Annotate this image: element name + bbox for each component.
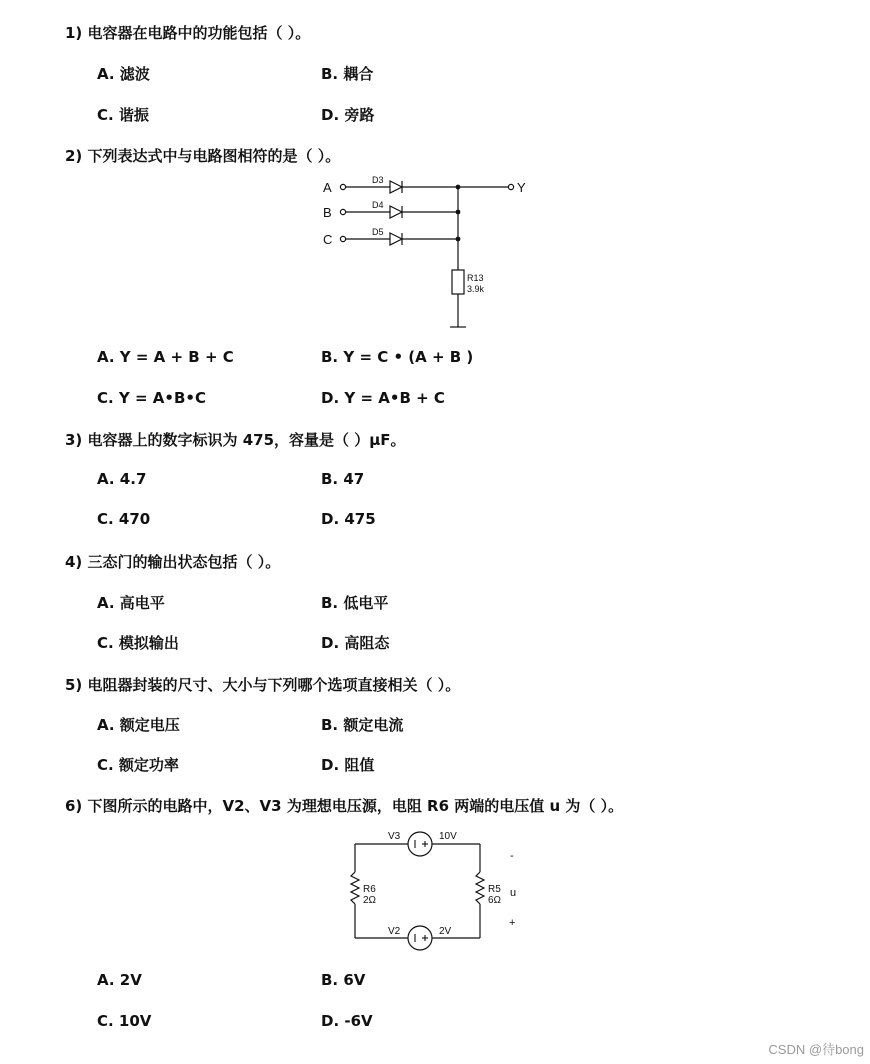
csdn-watermark: CSDN @待bong: [768, 1042, 864, 1057]
question-4-option-d[interactable]: D. 高阻态: [321, 634, 390, 652]
question-1-option-b[interactable]: B. 耦合: [321, 65, 374, 83]
resistor-r13-value: 3.9k: [467, 284, 485, 294]
question-6-option-b[interactable]: B. 6V: [321, 971, 366, 989]
source-v3-value: 10V: [439, 831, 457, 842]
question-1-option-d[interactable]: D. 旁路: [321, 106, 375, 124]
resistor-r5-value: 6Ω: [488, 895, 502, 906]
diode-d5-symbol: [390, 233, 402, 245]
voltage-u-label: u: [510, 887, 517, 899]
question-4-option-a[interactable]: A. 高电平: [97, 594, 165, 612]
output-y-label: Y: [517, 180, 526, 195]
diode-d4-symbol: [390, 206, 402, 218]
resistor-r6-label: R6: [363, 884, 376, 895]
resistor-r6-symbol: [351, 872, 359, 904]
question-2-option-b[interactable]: B. Y = C • (A + B ): [321, 348, 474, 366]
question-2-option-d[interactable]: D. Y = A•B + C: [321, 389, 445, 407]
question-6-option-d[interactable]: D. -6V: [321, 1012, 373, 1030]
question-5-option-d[interactable]: D. 阻值: [321, 756, 375, 774]
resistor-r13-label: R13: [467, 273, 484, 283]
question-5-option-a[interactable]: A. 额定电压: [97, 716, 180, 734]
input-b-label: B: [323, 205, 332, 220]
diode-or-circuit: [318, 170, 538, 335]
resistor-r13-symbol: [452, 270, 464, 294]
input-c-label: C: [323, 232, 333, 247]
question-1-option-a[interactable]: A. 滤波: [97, 65, 150, 83]
question-6-option-c[interactable]: C. 10V: [97, 1012, 152, 1030]
question-6-stem: 6) 下图所示的电路中，V2、V3 为理想电压源，电阻 R6 两端的电压值 u 为（ ）。: [65, 797, 624, 815]
question-3-option-c[interactable]: C. 470: [97, 510, 151, 528]
resistor-r6-value: 2Ω: [363, 895, 377, 906]
diode-d3-symbol: [390, 181, 402, 193]
resistor-r5-label: R5: [488, 884, 501, 895]
question-2-stem: 2) 下列表达式中与电路图相符的是（ ）。: [65, 147, 341, 165]
input-a-label: A: [323, 180, 332, 195]
diode-d5-label: D5: [372, 227, 384, 237]
question-1-option-c[interactable]: C. 谐振: [97, 106, 149, 124]
question-5-stem: 5) 电阻器封装的尺寸、大小与下列哪个选项直接相关（ ）。: [65, 676, 461, 694]
diode-d4-label: D4: [372, 200, 384, 210]
question-2-option-a[interactable]: A. Y = A + B + C: [97, 348, 234, 366]
source-v2-value: 2V: [439, 926, 452, 937]
question-6-option-a[interactable]: A. 2V: [97, 971, 142, 989]
polarity-plus-label: +: [509, 917, 516, 929]
source-v2-symbol: [408, 926, 432, 950]
question-1-stem: 1) 电容器在电路中的功能包括（ ）。: [65, 24, 311, 42]
source-v3-label: V3: [388, 831, 401, 842]
question-3-option-b[interactable]: B. 47: [321, 470, 365, 488]
question-3-option-a[interactable]: A. 4.7: [97, 470, 147, 488]
diode-d3-label: D3: [372, 175, 384, 185]
question-4-option-b[interactable]: B. 低电平: [321, 594, 389, 612]
question-4-option-c[interactable]: C. 模拟输出: [97, 634, 179, 652]
question-5-option-b[interactable]: B. 额定电流: [321, 716, 404, 734]
question-3-stem: 3) 电容器上的数字标识为 475，容量是（ ）μF。: [65, 431, 406, 449]
source-v2-label: V2: [388, 926, 401, 937]
voltage-source-circuit: [340, 822, 540, 954]
question-4-stem: 4) 三态门的输出状态包括（ ）。: [65, 553, 281, 571]
question-2-option-c[interactable]: C. Y = A•B•C: [97, 389, 207, 407]
resistor-r5-symbol: [476, 872, 484, 904]
source-v3-symbol: [408, 832, 432, 856]
question-3-option-d[interactable]: D. 475: [321, 510, 376, 528]
question-5-option-c[interactable]: C. 额定功率: [97, 756, 179, 774]
polarity-minus-label: -: [510, 850, 514, 862]
